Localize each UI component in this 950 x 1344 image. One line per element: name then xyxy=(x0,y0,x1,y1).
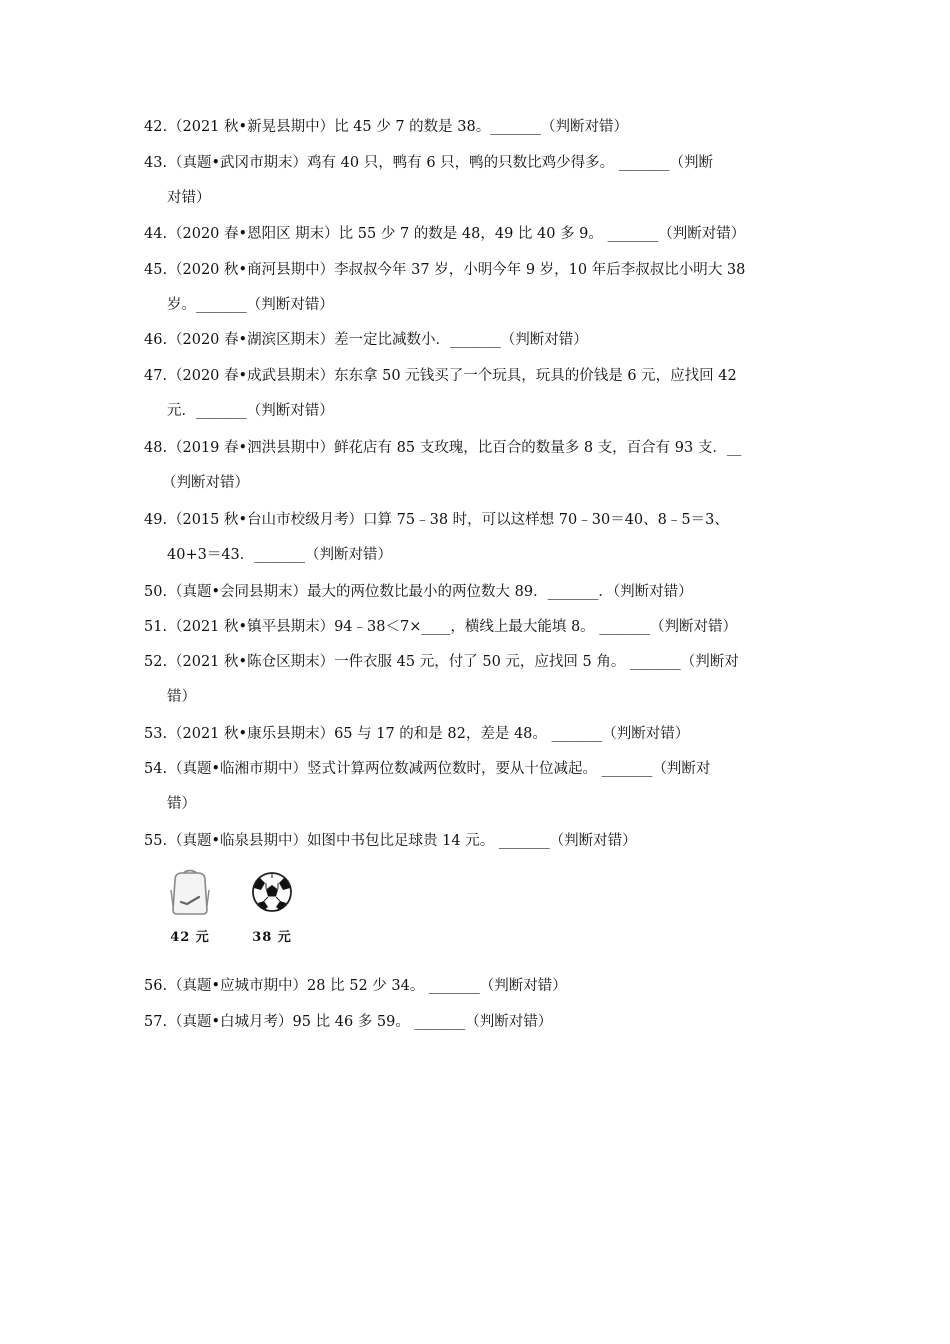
schoolbag-icon xyxy=(166,866,214,916)
question-number: 49. xyxy=(144,512,168,528)
soccer-ball-icon xyxy=(250,866,294,916)
question-42 xyxy=(144,110,810,145)
question-number: 43. xyxy=(144,155,168,171)
question-46 xyxy=(144,323,810,358)
question-56 xyxy=(144,969,810,1004)
question-number: 48. xyxy=(144,440,168,456)
question-text: （2020 春•湖滨区期末）差一定比减数小．_______（判断对错） xyxy=(168,332,588,348)
question-number: 55. xyxy=(144,833,168,849)
question-text: （2015 秋•台山市校级月考）口算 75﹣38 时，可以这样想 70﹣30＝40、8﹣5＝3、 xyxy=(168,512,729,528)
question-text: （真题•临湘市期中）竖式计算两位数减两位数时，要从十位减起。 _______（判断对 xyxy=(168,761,711,777)
soccer-ball-price: 38 元 xyxy=(252,930,292,945)
question-text: （真题•应城市期中）28 比 52 少 34。 _______（判断对错） xyxy=(168,978,567,994)
question-text-continued: 错） xyxy=(167,796,196,812)
question-text: （真题•临泉县期中）如图中书包比足球贵 14 元。 _______（判断对错） xyxy=(168,833,637,849)
question-text: （2021 秋•新晃县期中）比 45 少 7 的数是 38。_______（判断对错） xyxy=(168,119,628,135)
question-number: 47. xyxy=(144,368,168,384)
question-49 xyxy=(144,503,810,573)
question-43 xyxy=(144,146,810,216)
question-text-continued: 40+3＝43．_______（判断对错） xyxy=(167,547,393,563)
question-number: 44. xyxy=(144,226,168,242)
question-text-continued: 岁。_______（判断对错） xyxy=(167,297,334,313)
question-text: （2020 春•恩阳区 期末）比 55 少 7 的数是 48，49 比 40 多 9。 _______（判断对错） xyxy=(168,226,746,242)
question-text: （2020 春•成武县期末）东东拿 50 元钱买了一个玩具，玩具的价钱是 6 元，应找回 42 xyxy=(168,368,737,384)
question-50 xyxy=(144,575,810,610)
question-text-continued: 元．_______（判断对错） xyxy=(167,403,334,419)
question-48 xyxy=(144,431,810,501)
question-number: 42. xyxy=(144,119,168,135)
question-55-figure xyxy=(160,866,320,946)
question-number: 46. xyxy=(144,332,168,348)
schoolbag-price: 42 元 xyxy=(170,930,210,945)
question-text: （2021 秋•陈仓区期末）一件衣服 45 元，付了 50 元，应找回 5 角。 _______（判断对 xyxy=(168,654,739,670)
question-text-continued: 错） xyxy=(167,689,196,705)
question-text: （真题•白城月考）95 比 46 多 59。 _______（判断对错） xyxy=(168,1014,553,1030)
soccer-ball-item xyxy=(242,866,302,945)
question-number: 50. xyxy=(144,584,168,600)
question-text: （2021 秋•镇平县期末）94﹣38＜7×____，横线上最大能填 8。 _______（判断对错） xyxy=(168,619,738,635)
question-number: 54. xyxy=(144,761,168,777)
question-text: （2020 秋•商河县期中）李叔叔今年 37 岁，小明今年 9 岁，10 年后李叔叔比小明大 38 xyxy=(168,262,746,278)
question-text: （2021 秋•康乐县期末）65 与 17 的和是 82，差是 48。 _______（判断对错） xyxy=(168,726,690,742)
question-52 xyxy=(144,645,810,715)
question-54 xyxy=(144,752,810,822)
question-number: 45. xyxy=(144,262,168,278)
question-text-continued: （判断对错） xyxy=(162,475,249,491)
question-text: （真题•武冈市期末）鸡有 40 只，鸭有 6 只，鸭的只数比鸡少得多。 _______（判断 xyxy=(168,155,714,171)
question-53 xyxy=(144,717,810,752)
question-51 xyxy=(144,610,810,645)
question-number: 51. xyxy=(144,619,168,635)
question-57 xyxy=(144,1005,810,1040)
question-44 xyxy=(144,217,810,252)
schoolbag-item xyxy=(160,866,220,945)
question-number: 57. xyxy=(144,1014,168,1030)
question-45 xyxy=(144,253,810,323)
question-47 xyxy=(144,359,810,429)
question-text: （真题•会同县期末）最大的两位数比最小的两位数大 89．_______．（判断对错） xyxy=(168,584,693,600)
question-number: 56. xyxy=(144,978,168,994)
question-text-continued: 对错） xyxy=(167,190,211,206)
question-number: 52. xyxy=(144,654,168,670)
question-text: （2019 春•泗洪县期中）鲜花店有 85 支玫瑰，比百合的数量多 8 支，百合有 93 支．__ xyxy=(168,440,742,456)
question-number: 53. xyxy=(144,726,168,742)
question-55 xyxy=(144,824,810,859)
